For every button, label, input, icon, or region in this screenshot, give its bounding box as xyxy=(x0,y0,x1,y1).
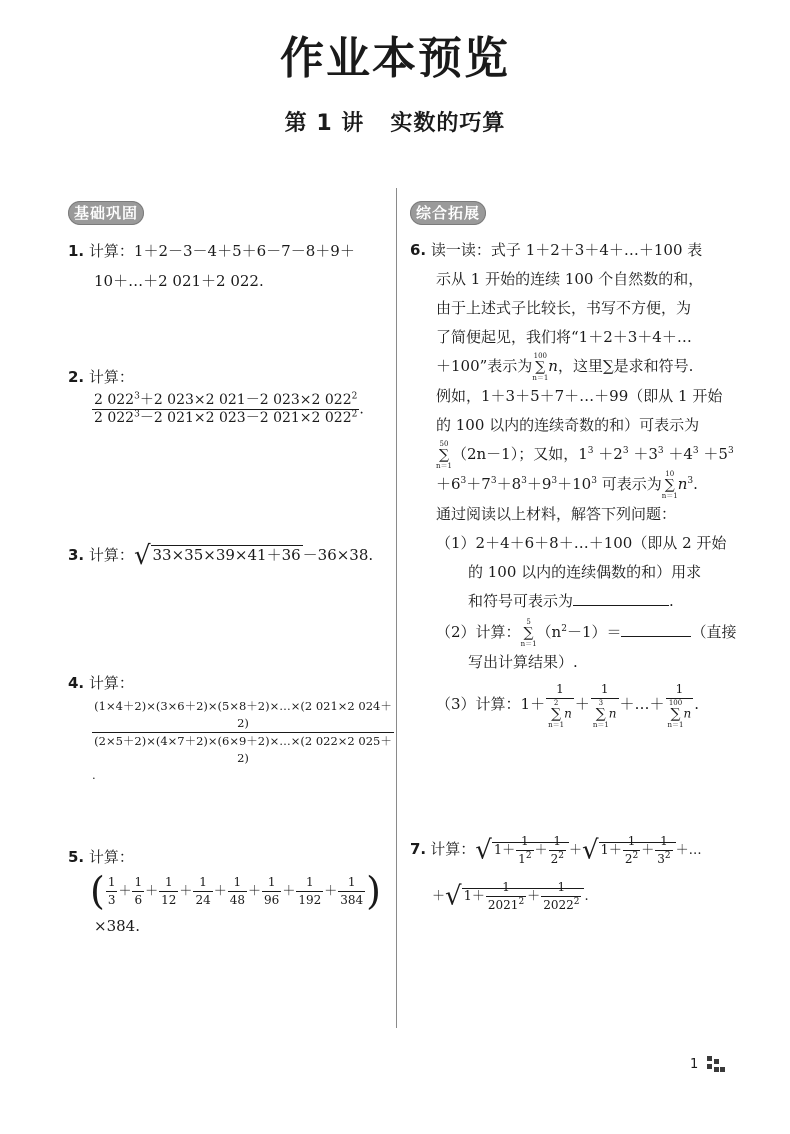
summation-symbol: 5 ∑ n＝1 xyxy=(520,618,537,648)
radical-icon: √ xyxy=(445,881,462,912)
sub-question-1: （1）2＋4＋6＋8＋…＋100（即从 2 开始 xyxy=(436,534,727,552)
question-number: 4. xyxy=(68,674,85,692)
question-number: 3. xyxy=(68,546,85,564)
question-suffix: ×384. xyxy=(94,916,140,935)
radicand: 1＋ $\frac{1}{2021^2}$ ＋ $\frac{1}{2022^2}$ xyxy=(462,888,585,904)
question-prefix: 计算： xyxy=(88,848,134,866)
question-line: 由于上述式子比较长，书写不方便，为 xyxy=(436,299,692,317)
lecture-title xyxy=(0,106,790,137)
question-3 xyxy=(68,540,393,570)
question-line: 例如，1＋3＋5＋7＋…＋99（即从 1 开始 xyxy=(436,387,723,405)
page-number: 1 xyxy=(690,1057,699,1072)
left-paren: ( xyxy=(90,869,105,913)
question-1 xyxy=(68,236,388,296)
question-prefix: 计算： xyxy=(430,840,476,858)
question-number: 2. xyxy=(68,368,85,386)
question-suffix: －36×38. xyxy=(302,546,374,564)
question-2 xyxy=(68,362,393,427)
radicand: 1＋ $\frac{1}{2^2}$ ＋ $\frac{1}{3^2}$ xyxy=(599,842,676,858)
question-number: 5. xyxy=(68,848,85,866)
fraction: $\frac{1}{3}$ xyxy=(107,874,116,907)
radicand: 1＋ $\frac{1}{1^2}$ ＋ $\frac{1}{2^2}$ xyxy=(492,842,569,858)
answer-blank[interactable] xyxy=(621,622,691,637)
publisher-logo-icon xyxy=(707,1056,725,1072)
fraction: $\frac{1}{6}$ xyxy=(134,874,143,907)
plus-sign: ＋ xyxy=(118,883,132,899)
question-line: 示从 1 开始的连续 100 个自然数的和， xyxy=(436,270,704,288)
radicand: 33×35×39×41＋36 xyxy=(152,546,301,564)
sub-question-2: （2）计算： 5 ∑ n＝1 $(n^2-1)=$ （直接 xyxy=(436,618,737,648)
question-line: 50 ∑ n＝1 （2n－1）；又如，$1^3 +2^3 +3^3 +4^3 +5^3$ xyxy=(436,440,734,470)
lecture-topic: 实数的巧算 xyxy=(390,111,506,136)
summation-symbol: 10 ∑ n＝1 xyxy=(661,470,678,500)
fraction-list xyxy=(105,874,366,907)
fraction: $\frac{1}{192}$ xyxy=(298,874,322,907)
plus-sign: ＋ xyxy=(248,883,262,899)
question-prefix: 计算： xyxy=(88,674,134,692)
fraction-sum xyxy=(68,869,393,913)
summation-symbol: 50 ∑ n＝1 xyxy=(436,440,452,470)
sub-question-3: （3）计算：1＋ 1 2 ∑ n＝1 n ＋ 1 3 ∑ n＝1 n ＋…＋ 1 100 ∑ n＝1 n . xyxy=(436,682,700,729)
fraction: $\frac{1}{96}$ xyxy=(264,874,280,907)
question-line: 10＋…＋2 021＋2 022. xyxy=(94,272,264,290)
fraction: $\frac{1}{48}$ xyxy=(229,874,246,907)
question-prefix: 计算： xyxy=(88,546,134,564)
page-title: 作业本预览 xyxy=(280,33,510,84)
question-line: ＋100”表示为 100 ∑ n＝1 n，这里∑是求和符号. xyxy=(436,352,694,382)
right-paren: ) xyxy=(366,869,381,913)
section-tag-basic: 基础巩固 xyxy=(68,201,144,225)
plus-sign: ＋ xyxy=(179,883,193,899)
plus-sign: ＋ xyxy=(324,883,338,899)
question-number: 7. xyxy=(410,840,427,858)
fraction: $\frac{1}{384}$ xyxy=(340,874,364,907)
radical-icon: √ xyxy=(133,541,151,571)
plus-sign: ＋ xyxy=(145,883,159,899)
question-line: 读一读：式子 1＋2＋3＋4＋…＋100 表 xyxy=(430,241,703,259)
radical-icon: √ xyxy=(475,835,492,866)
plus-sign: ＋ xyxy=(282,883,296,899)
fraction-expression: $\frac{2 022^3+2 023\times 2 021-2 023\times 2 022^2}{2 022^3-2 021\times 2 023-2 021\times 2 022^2}$ . xyxy=(94,391,364,426)
question-line: 写出计算结果）. xyxy=(468,653,578,671)
fraction: $\frac{1}{24}$ xyxy=(195,874,211,907)
fraction: 1 2 ∑ n＝1 n xyxy=(548,682,572,729)
lecture-label: 第 1 讲 xyxy=(284,111,365,136)
question-7: 7. 计算：√ 1＋ $\frac{1}{1^2}$ ＋ $\frac{1}{2^2}$ ＋√ 1＋ $\frac{1}{2^2}$ ＋ $\frac{1}{3^2}$ ＋… ＋√ 1＋ $\frac{1}{2021^2}$ ＋ $\frac{1}{2022^2}$ . xyxy=(410,826,740,920)
question-line: 了简便起见，我们将“1＋2＋3＋4＋… xyxy=(436,328,692,346)
question-line: ＋√ 1＋ $\frac{1}{2021^2}$ ＋ $\frac{1}{2022^2}$ . xyxy=(432,880,589,912)
question-line: 和符号可表示为 . xyxy=(468,592,674,610)
question-line: 计算：1＋2－3－4＋5＋6－7－8＋9＋ xyxy=(88,242,355,260)
section-tag-extended: 综合拓展 xyxy=(410,201,486,225)
question-number: 6. xyxy=(410,241,427,259)
column-divider xyxy=(396,188,397,1028)
fraction: $\frac{1}{12}$ xyxy=(161,874,177,907)
question-line: 的 100 以内的连续奇数的和）可表示为 xyxy=(436,416,700,434)
question-prefix: 计算： xyxy=(88,368,134,386)
question-5 xyxy=(68,842,393,941)
question-number: 1. xyxy=(68,242,85,260)
radical-icon: √ xyxy=(581,835,599,866)
answer-blank[interactable] xyxy=(573,591,669,606)
question-line: 的 100 以内的连续偶数的和）用求 xyxy=(468,563,702,581)
question-line: $+6^3+7^3+8^3+9^3+10^3$ 可表示为 10 ∑ n＝1 $n^3$. xyxy=(436,470,698,500)
summation-symbol: 100 ∑ n＝1 xyxy=(532,352,549,382)
fraction-expression: $\frac{(1\times 4+2)\times(3\times 6+2)\times(5\times 8+2)\times\dots\times(2 021\times 2 024+2)}{(2\times 5+2)\times(4\times 7+2)\times(6\times 9+2)\times\dots\times(2 022\times 2 025+2)}$ . xyxy=(68,698,394,783)
question-6 xyxy=(410,236,740,729)
question-line: 通过阅读以上材料，解答下列问题： xyxy=(436,505,677,523)
question-4 xyxy=(68,668,394,783)
fraction: 1 100 ∑ n＝1 n xyxy=(667,682,692,729)
fraction: 1 3 ∑ n＝1 n xyxy=(592,682,617,729)
plus-sign: ＋ xyxy=(213,883,227,899)
